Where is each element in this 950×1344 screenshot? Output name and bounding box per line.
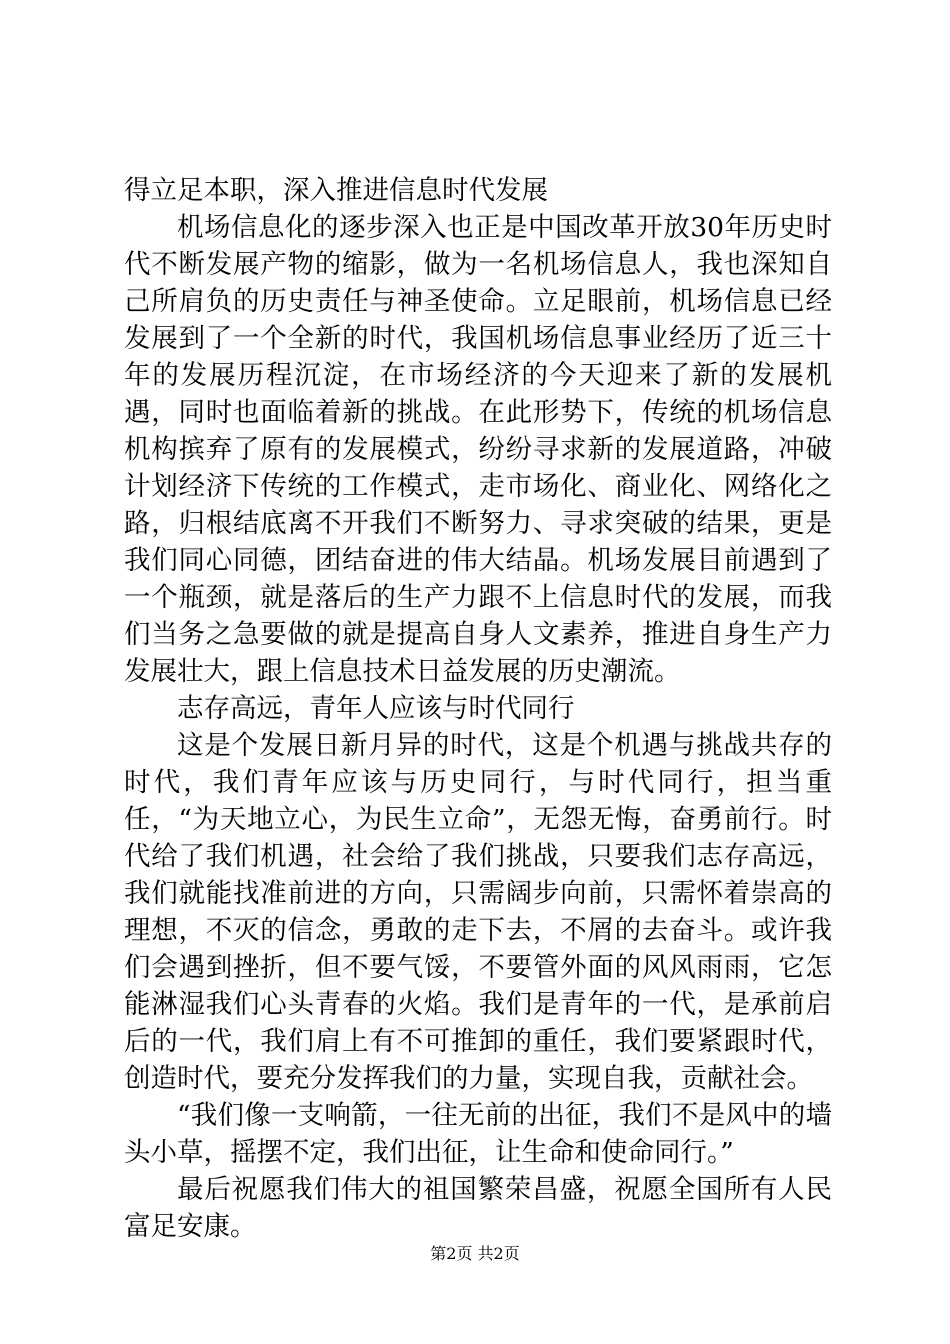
document-body	[124, 172, 832, 1245]
paragraph-heading-2: 志存高远，青年人应该与时代同行	[177, 693, 575, 724]
paragraph-1: 机场信息化的逐步深入也正是中国改革开放30年历史时代不断发展产物的缩影，做为一名机场信息人，我也深知自己所肩负的历史责任与神圣使命。立足眼前，机场信息已经发展到了一个全新的时代，我国机场信息事业经历了近三十年的发展历程沉淀，在市场经济的今天迎来了新的发展机遇，同时也面临着新的挑战。在此形势下，传统的机场信息机构摈弃了原有的发展模式，纷纷寻求新的发展道路，冲破计划经济下传统的工作模式，走市场化、商业化、网络化之路，归根结底离不开我们不断努力、寻求突破的结果，更是我们同心同德，团结奋进的伟大结晶。机场发展目前遇到了一个瓶颈，就是落后的生产力跟不上信息时代的发展，而我们当务之急要做的就是提高自身人文素养，推进自身生产力发展壮大，跟上信息技术日益发展的历史潮流。	[124, 212, 832, 687]
paragraph-heading-1: 得立足本职，深入推进信息时代发展	[124, 175, 548, 206]
paragraph-closing: 最后祝愿我们伟大的祖国繁荣昌盛，祝愿全国所有人民富足安康。	[124, 1174, 832, 1242]
page-footer: 第2页 共2页	[430, 1244, 520, 1263]
paragraph-quote: “我们像一支响箭，一往无前的出征，我们不是风中的墙头小草，摇摆不定，我们出征，让生命和使命同行。”	[124, 1100, 832, 1168]
paragraph-2: 这是个发展日新月异的时代，这是个机遇与挑战共存的时代，我们青年应该与历史同行，与时代同行，担当重任，“为天地立心，为民生立命”，无怨无悔，奋勇前行。时代给了我们机遇，社会给了我们挑战，只要我们志存高远，我们就能找准前进的方向，只需阔步向前，只需怀着崇高的理想，不灭的信念，勇敢的走下去，不屑的去奋斗。或许我们会遇到挫折，但不要气馁，不要管外面的风风雨雨，它怎能淋湿我们心头青春的火焰。我们是青年的一代，是承前启后的一代，我们肩上有不可推卸的重任，我们要紧跟时代，创造时代，要充分发挥我们的力量，实现自我，贡献社会。	[124, 730, 832, 1094]
